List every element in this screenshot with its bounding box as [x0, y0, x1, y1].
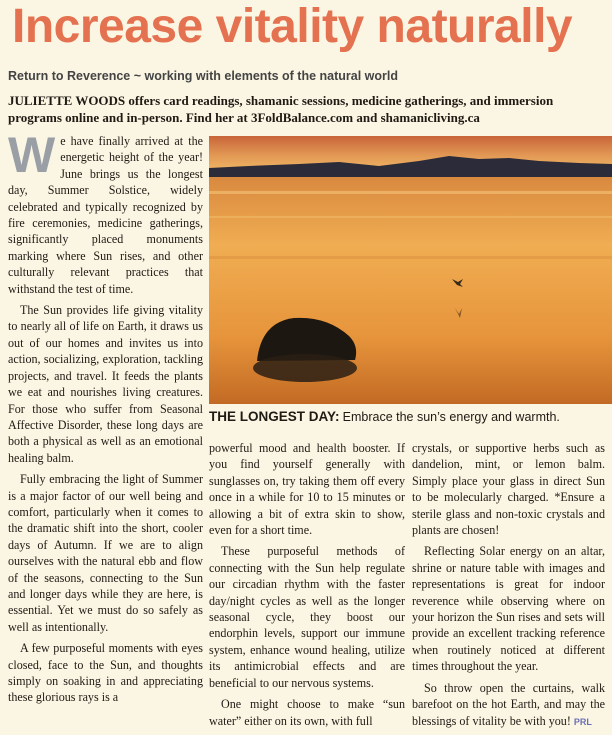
paragraph-3: Fully embracing the light of Summer is a major factor of our well being and comfort, particularly when it comes to the dramatic shift into the short, cooler days of Autumn. If we are to align ourselves with the natural ebb and flow of the seasons, connecting to the Sun and longer days while they are here, is essential. Yet we must do so safely as well as intentionally.	[8, 472, 203, 634]
paragraph-2: The Sun provides life giving vitality to nearly all of life on Earth, it draws us out of our homes and invites us into action, socializing, exploration, tackling projects, and travel. It feeds the plants we eat and nourishes living creatures. For those who suffer from Seasonal Affective Disorder, these long days are both a physical as well as an emotional healing balm.	[8, 303, 203, 465]
paragraph-5: powerful mood and health booster. If you find yourself generally with sunglasses on, try taking them off every once in a while for 10 to 15 minutes or allowing a bit of extra skin to show, even for a short time.	[209, 441, 405, 538]
photo-caption	[209, 409, 609, 425]
paragraph-7: One might choose to make “sun water” either on its own, with full	[209, 697, 405, 728]
paragraph-4: A few purposeful moments with eyes closed, face to the Sun, and thoughts simply on soaking in and appreciating these glorious rays is a	[8, 641, 203, 705]
paragraph-9: Reflecting Solar energy on an altar, shrine or nature table with images and representations is great for indoor reverence while observing where on your horizon the Sun rises and sets will provide an excellent tracking reference when routinely noticed at different times throughout the year.	[412, 544, 605, 674]
paragraph-6: These purposeful methods of connecting with the Sun help regulate our circadian rhythm with the faster day/night cycles as well as the longer seasonal cycle, they boost our endorphin levels, support our immune system, enhance wound healing, utilize its antimicrobial effects and are beneficial to our nervous systems.	[209, 544, 405, 690]
column-1	[8, 127, 203, 711]
column-3	[412, 440, 605, 735]
article-subtitle: Return to Reverence ~ working with elements of the natural world	[8, 69, 399, 83]
paragraph-10: So throw open the curtains, walk barefoot on the hot Earth, and may the blessings of vitality be with you! PRL	[412, 680, 605, 728]
author-signature: PRL	[573, 716, 592, 727]
paragraph-1: We have finally arrived at the energetic height of the year! June brings us the longest day, Summer Solstice, widely celebrated and typically recognized by fire ceremonies, medicine gatherings, significantly placed monuments marking where Sun rises, and other culturally relevant practices that withstand the test of time.	[8, 127, 203, 296]
paragraph-8: crystals, or supportive herbs such as dandelion, mint, or lemon balm. Simply place your glass in direct Sun to be molecularly charged. *Ensure a sterile glass and non-toxic crystals and plants are chosen!	[412, 441, 605, 538]
column-2	[209, 440, 405, 734]
author-byline: JULIETTE WOODS offers card readings, shamanic sessions, medicine gatherings, and immersion programs online and in-person. Find her at 3FoldBalance.com and shamanicliving.ca	[8, 93, 554, 125]
caption-heading: THE LONGEST DAY:	[209, 409, 340, 424]
sunset-lake-photo	[209, 136, 612, 404]
article-title: Increase vitality naturally	[12, 0, 573, 53]
caption-text: Embrace the sun’s energy and warmth.	[342, 410, 560, 424]
drop-cap: W	[8, 127, 56, 183]
